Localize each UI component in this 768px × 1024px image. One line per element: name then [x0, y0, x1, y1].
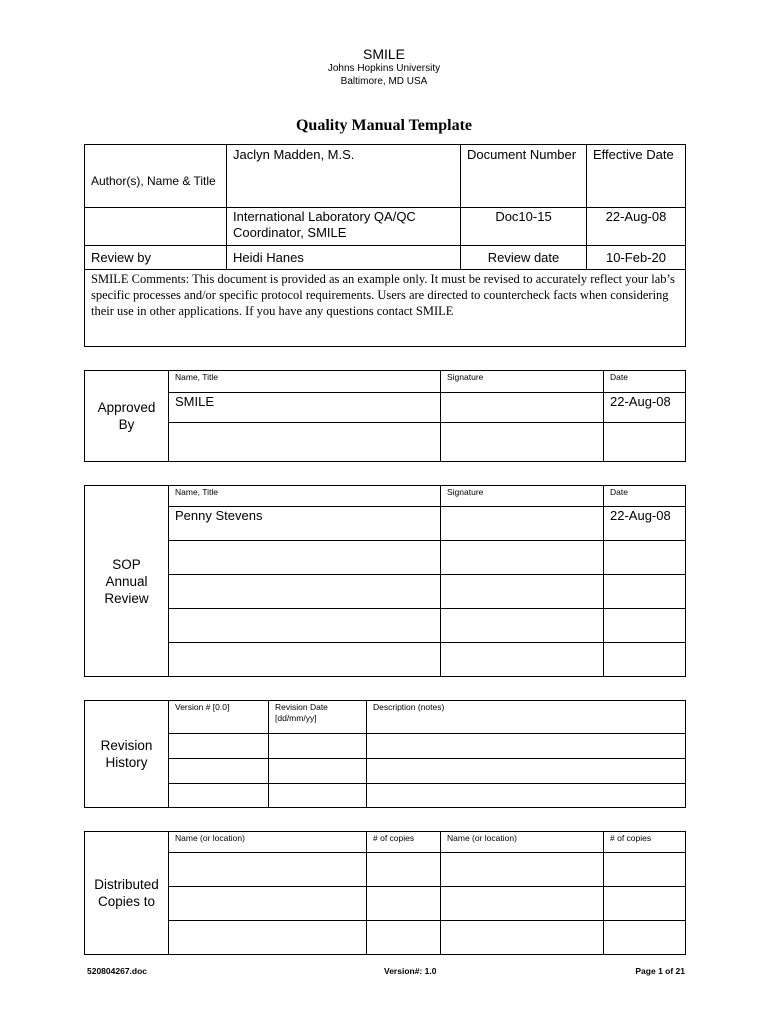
empty-cell — [169, 759, 269, 784]
empty-cell — [441, 575, 604, 609]
reviewer-name: Penny Stevens — [169, 507, 441, 541]
col-name-title: Name, Title — [169, 371, 441, 393]
empty-cell — [169, 643, 441, 677]
empty-cell — [441, 541, 604, 575]
empty-cell — [169, 541, 441, 575]
page-header — [0, 46, 768, 88]
col-name-location: Name (or location) — [169, 832, 367, 853]
col-date: Date — [604, 486, 686, 507]
effective-date-label: Effective Date — [587, 145, 686, 208]
empty-cell — [604, 541, 686, 575]
col-version: Version # [0.0] — [169, 701, 269, 734]
approval-date: 22-Aug-08 — [604, 393, 686, 423]
smile-comments: SMILE Comments: This document is provided as an example only. It must be revised to accurately reflect your lab’s specific processes and/or specific protocol requirements. Users are directed to countercheck facts when considering their use in other applications. If you have any questions contact SMILE — [85, 270, 686, 347]
empty-cell — [441, 853, 604, 887]
empty-cell — [367, 887, 441, 921]
empty-cell — [169, 853, 367, 887]
empty-cell — [441, 609, 604, 643]
location: Baltimore, MD USA — [340, 76, 428, 87]
revision-history-label: Revision History — [85, 701, 169, 808]
effective-date: 22-Aug-08 — [587, 208, 686, 246]
empty-cell — [604, 643, 686, 677]
footer-page-number: Page 1 of 21 — [635, 966, 685, 976]
empty-cell — [441, 423, 604, 462]
empty-cell — [367, 921, 441, 955]
revision-history-table — [84, 700, 686, 808]
empty-cell — [269, 759, 367, 784]
empty-cell — [604, 609, 686, 643]
empty-cell — [441, 643, 604, 677]
author-name: Jaclyn Madden, M.S. — [227, 145, 461, 208]
empty-cell — [85, 208, 227, 246]
signature-cell — [441, 507, 604, 541]
empty-cell — [169, 784, 269, 808]
distributed-copies-table — [84, 831, 686, 955]
col-copies: # of copies — [367, 832, 441, 853]
empty-cell — [604, 575, 686, 609]
author-title: International Laboratory QA/QC Coordinator, SMILE — [227, 208, 461, 246]
col-revision-date: Revision Date [dd/mm/yy] — [269, 701, 367, 734]
footer-version: Version#: 1.0 — [384, 966, 437, 976]
empty-cell — [269, 734, 367, 759]
review-by-label: Review by — [85, 246, 227, 270]
empty-cell — [604, 921, 686, 955]
empty-cell — [169, 734, 269, 759]
col-date: Date — [604, 371, 686, 393]
empty-cell — [441, 887, 604, 921]
col-signature: Signature — [441, 486, 604, 507]
review-date-label: Review date — [461, 246, 587, 270]
empty-cell — [367, 784, 686, 808]
sop-annual-review-label: SOP Annual Review — [85, 486, 169, 677]
empty-cell — [169, 609, 441, 643]
signature-cell — [441, 393, 604, 423]
empty-cell — [441, 921, 604, 955]
approved-by-label: Approved By — [85, 371, 169, 462]
approver-name: SMILE — [169, 393, 441, 423]
empty-cell — [604, 887, 686, 921]
col-description: Description (notes) — [367, 701, 686, 734]
empty-cell — [367, 734, 686, 759]
doc-number-label: Document Number — [461, 145, 587, 208]
review-date: 22-Aug-08 — [604, 507, 686, 541]
doc-number: Doc10-15 — [461, 208, 587, 246]
document-info-table — [84, 144, 686, 347]
review-date: 10-Feb-20 — [587, 246, 686, 270]
sop-annual-review-table — [84, 485, 686, 677]
university-name: Johns Hopkins University — [327, 63, 441, 74]
document-title: Quality Manual Template — [295, 117, 473, 134]
footer-filename: 520804267.doc — [87, 966, 148, 976]
empty-cell — [169, 575, 441, 609]
empty-cell — [169, 423, 441, 462]
col-signature: Signature — [441, 371, 604, 393]
distributed-copies-label: Distributed Copies to — [85, 832, 169, 955]
empty-cell — [604, 853, 686, 887]
col-copies: # of copies — [604, 832, 686, 853]
empty-cell — [269, 784, 367, 808]
page-footer — [84, 966, 685, 980]
empty-cell — [604, 423, 686, 462]
reviewer-name: Heidi Hanes — [227, 246, 461, 270]
empty-cell — [367, 853, 441, 887]
col-name-location: Name (or location) — [441, 832, 604, 853]
author-label: Author(s), Name & Title — [85, 145, 227, 208]
empty-cell — [367, 759, 686, 784]
col-name-title: Name, Title — [169, 486, 441, 507]
empty-cell — [169, 887, 367, 921]
approved-by-table — [84, 370, 686, 462]
empty-cell — [169, 921, 367, 955]
org-name: SMILE — [362, 46, 405, 62]
